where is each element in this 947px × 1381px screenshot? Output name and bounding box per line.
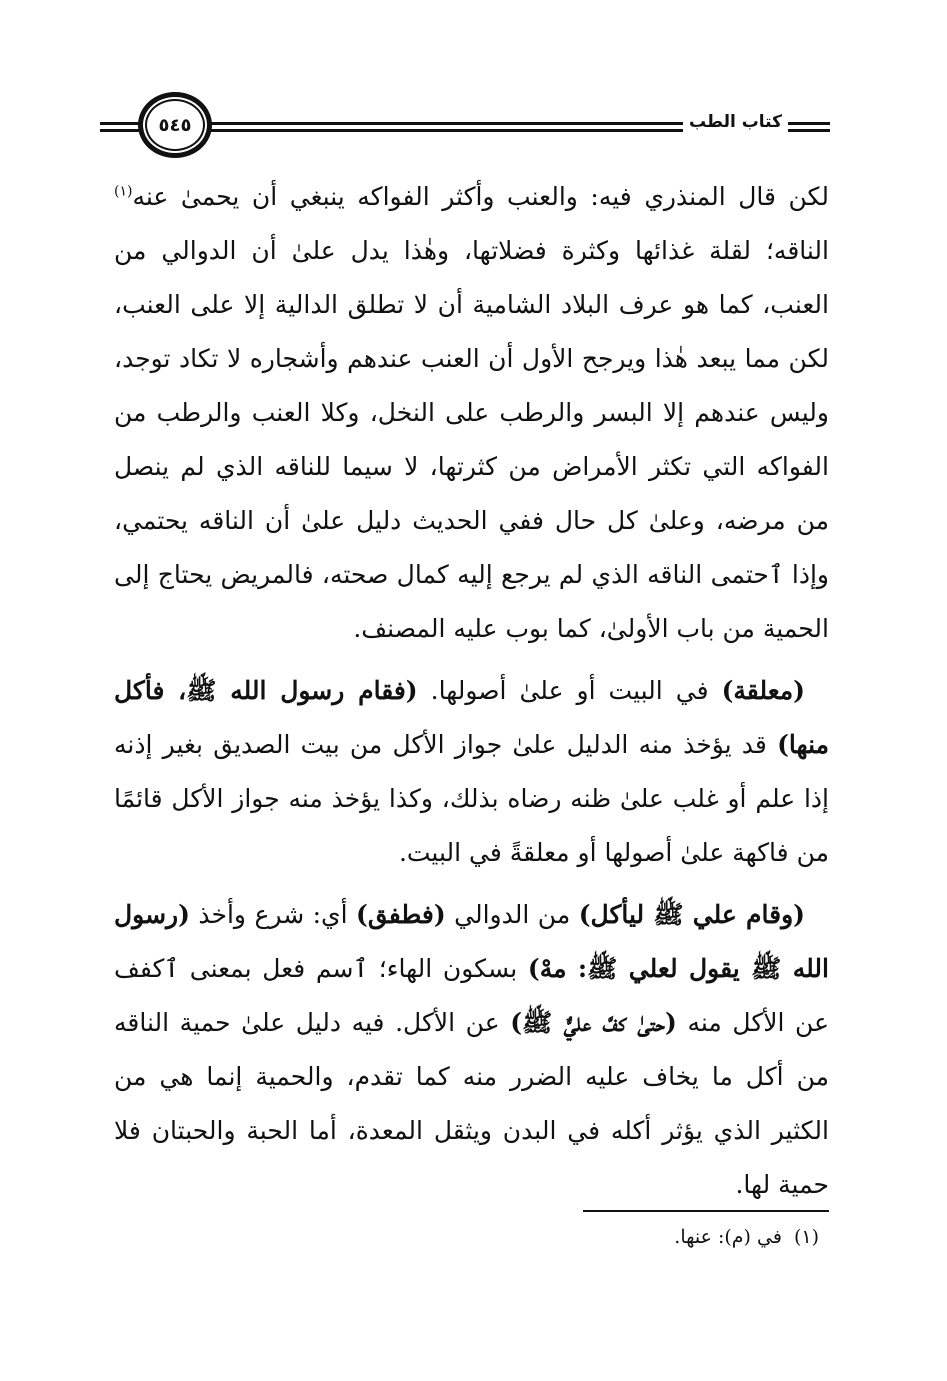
header-rule bbox=[794, 129, 830, 132]
paragraph-text: بسكون الهاء؛ ٱسم فعل بمعنى ٱكفف عن الأكل منه bbox=[114, 954, 829, 1037]
paragraph-text: الناقه؛ لقلة غذائها وكثرة فضلاتها، وهٰذا يدل علىٰ أن الدوالي من العنب، كما هو عرف البلاد الشامية أن لا تطلق الدالية إلا على العنب، لكن مما يبعد هٰذا ويرجح الأول أن العنب عندهم وأشجاره لا تكاد توجد، وليس عندهم إلا البسر والرطب على النخل، وكلا العنب والرطب من الفواكه التي تكثر الأمراض من كثرتها، لا سيما للناقه الذي لم ينصل من مرضه، وعلىٰ كل حال ففي الحديث دليل علىٰ أن الناقه يحتمي، وإذا ٱحتمى الناقه الذي لم يرجع إليه كمال صحته، فالمريض يحتاج إلى الحمية من باب الأولىٰ، كما بوب عليه المصنف. bbox=[114, 236, 829, 643]
paragraph-text: لكن قال المنذري فيه: والعنب وأكثر الفواكه ينبغي أن يحمىٰ عنه bbox=[132, 182, 829, 211]
paragraph-text: في البيت أو علىٰ أصولها. bbox=[417, 676, 722, 705]
hadith-quote: (رسول الله ﷺ يقول لعلي ﷺ: مهْ) bbox=[114, 900, 829, 983]
hadith-quote: (فقام رسول الله ﷺ، فأكل منها) bbox=[114, 676, 829, 759]
footnote bbox=[674, 1222, 819, 1252]
paragraph-text: عن الأكل. فيه دليل علىٰ حمية الناقه من أكل ما يخاف عليه الضرر منه كما تقدم، والحمية إنما هي من الكثير الذي يؤثر أكله في البدن ويثقل المعدة، أما الحبة والحبتان فلا حمية لها. bbox=[114, 1008, 829, 1199]
footnote-reference: (١) bbox=[114, 183, 133, 200]
paragraph-text: قد يؤخذ منه الدليل علىٰ جواز الأكل من بيت الصديق بغير إذنه إذا علم أو غلب علىٰ ظنه رضاه بذلك، وكذا يؤخذ منه جواز الأكل قائمًا من فاكهة علىٰ أصولها أو معلقةً في البيت. bbox=[114, 730, 829, 867]
hadith-quote: (حتىٰ كفَّ عليٌّ ﷺ) bbox=[510, 1008, 677, 1037]
page-header bbox=[100, 92, 830, 164]
header-rule bbox=[100, 122, 140, 125]
paragraph-text: من الدوالي bbox=[445, 900, 579, 929]
paragraph-2 bbox=[114, 664, 829, 880]
paragraph-1 bbox=[114, 170, 829, 656]
footnote-number: (١) bbox=[793, 1226, 819, 1248]
page-number: ٥٤٥ bbox=[158, 114, 192, 136]
running-head: كتاب الطب bbox=[683, 112, 788, 132]
paragraph-text: أي: شرع وأخذ bbox=[189, 900, 357, 929]
header-rule bbox=[100, 129, 140, 132]
footnote-separator bbox=[583, 1210, 829, 1212]
main-text bbox=[114, 170, 829, 1212]
hadith-quote: (فطفق) bbox=[356, 900, 446, 929]
header-rule bbox=[794, 122, 830, 125]
page-number-ornament bbox=[138, 92, 212, 158]
hadith-quote: (وقام علي ﷺ ليأكل) bbox=[578, 900, 806, 929]
paragraph-3 bbox=[114, 888, 829, 1212]
footnote-text: في (م): عنها. bbox=[674, 1226, 782, 1248]
hadith-quote: (معلقة) bbox=[721, 676, 805, 705]
